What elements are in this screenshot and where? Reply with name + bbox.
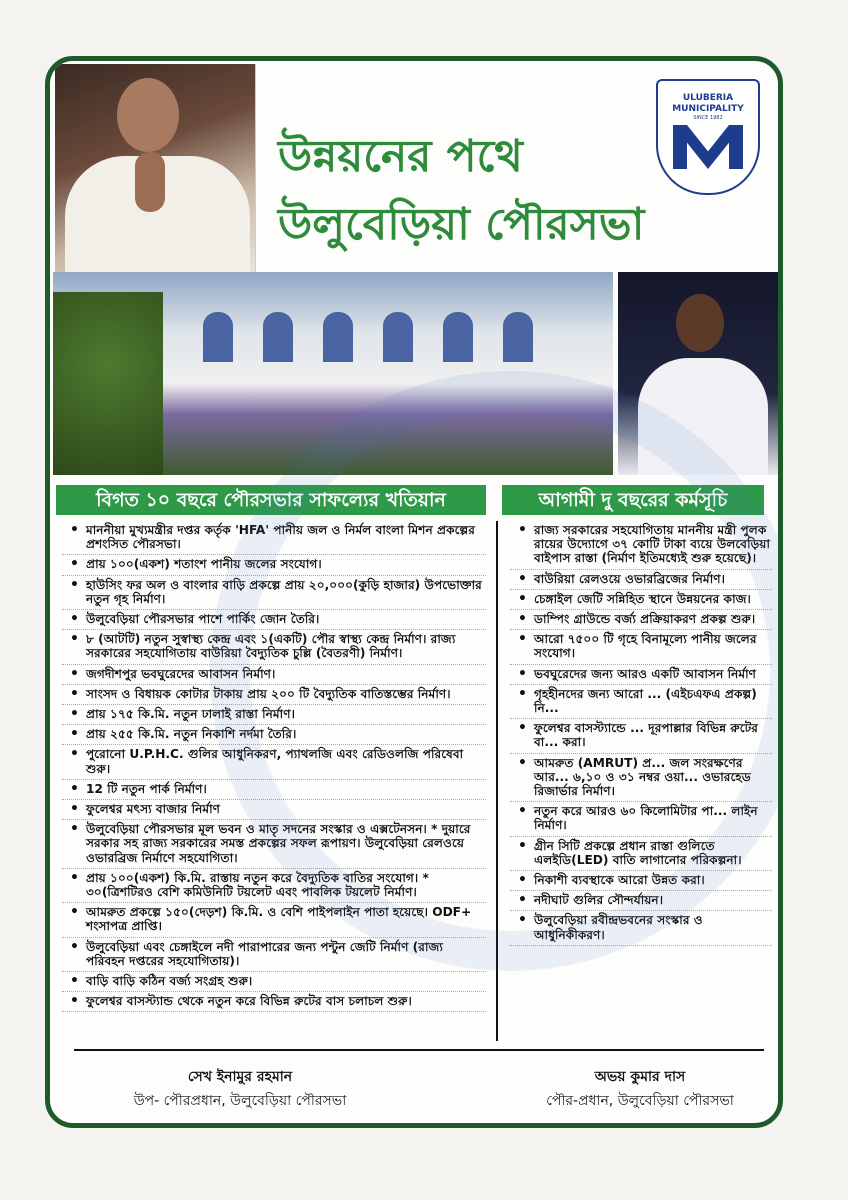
list-item: • আমরুত প্রকল্পে ১৫০(দেড়শ) কি.মি. ও বেশি পাইপলাইন পাতা হয়েছে। ODF+ শংসাপত্র প্রাপ্তি। <box>62 905 486 937</box>
municipality-building-photo <box>53 272 613 475</box>
list-item: • গৃহহীনদের জন্য আরো ... (এইচএফএ প্রকল্প) নি... <box>510 687 772 719</box>
list-item: • বাড়ি বাড়ি কঠিন বর্জ্য সংগ্রহ শুরু। <box>62 974 486 992</box>
list-item: • ডাম্পিং গ্রাউন্ডে বর্জ্য প্রক্রিয়াকরণ প্রকল্প শুরু। <box>510 612 772 630</box>
list-item: • ফুলেশ্বর মৎস্য বাজার নির্মাণ <box>62 802 486 820</box>
list-item: • পুরোনো U.P.H.C. গুলির আধুনিকরণ, প্যাথলজি এবং রেডিওলজি পরিষেবা শুরু। <box>62 747 486 779</box>
column-divider <box>496 521 498 1041</box>
list-item: • 12 টি নতুন পার্ক নির্মাণ। <box>62 782 486 800</box>
logo-mark-icon <box>673 125 743 169</box>
list-item: • প্রায় ১৭৫ কি.মি. নতুন ঢালাই রাস্তা নির্মাণ। <box>62 707 486 725</box>
list-item: • চেঙ্গাইল জেটি সন্নিহিত স্থানে উন্নয়নের কাজ। <box>510 592 772 610</box>
list-item: • প্রায় ২৫৫ কি.মি. নতুন নিকাশি নর্দমা তৈরি। <box>62 727 486 745</box>
logo-since: SINCE 1982 <box>693 115 723 121</box>
list-item: • বাউরিয়া রেলওয়ে ওভারব্রিজের নির্মাণ। <box>510 572 772 590</box>
achievements-heading: বিগত ১০ বছরে পৌরসভার সাফল্যের খতিয়ান <box>56 485 486 515</box>
list-item: • গ্রীন সিটি প্রকল্পে প্রধান রাস্তা গুলিতে এলইডি(LED) বাতি লাগানোর পরিকল্পনা। <box>510 839 772 871</box>
achievements-list <box>62 523 486 1014</box>
list-item: • নতুন করে আরও ৬০ কিলোমিটার পা... লাইন নির্মাণ। <box>510 804 772 836</box>
upcoming-list <box>510 523 772 948</box>
list-item: • প্রায় ১০০(একশ) শতাংশ পানীয় জলের সংযোগ। <box>62 557 486 575</box>
poster-title <box>278 123 678 259</box>
list-item: • জগদীশপুর ভবঘুরেদের আবাসন নির্মাণ। <box>62 667 486 685</box>
signature-title: উপ- পৌরপ্রধান, উলুবেড়িয়া পৌরসভা <box>133 1093 347 1109</box>
chief-minister-photo <box>55 64 256 272</box>
list-item: • উলুবেড়িয়া এবং চেঙ্গাইলে নদী পারাপারের জন্য পন্টুন জেটি নির্মাণ (রাজ্য পরিবহন দপ্তরের সহযোগিতায়)। <box>62 940 486 972</box>
list-item: • সাংসদ ও বিধায়ক কোটার টাকায় প্রায় ২০০ টি বৈদ্যুতিক বাতিস্তম্ভের নির্মাণ। <box>62 687 486 705</box>
list-item: • মাননীয়া মুখ্যমন্ত্রীর দপ্তর কর্তৃক 'HFA' পানীয় জল ও নির্মল বাংলা মিশন প্রকল্পের প্রশংসিত পৌরসভা। <box>62 523 486 555</box>
list-item: • উলুবেড়িয়া পৌরসভার মূল ভবন ও মাতৃ সদনের সংস্কার ও এক্সটেনসন। * দুয়ারে সরকার সহ রাজ্য সরকারের সমস্ত প্রকল্পের সফল রূপায়ণ। উলুবেড়িয়া রেলওয়ে ওভারব্রিজ নির্মাণে সহযোগিতা। <box>62 822 486 869</box>
title-line-2: উলুবেড়িয়া পৌরসভা <box>278 199 645 250</box>
list-item: • উলুবেড়িয়া পৌরসভার পাশে পার্কিং জোন তৈরি। <box>62 612 486 630</box>
list-item: • হাউসিং ফর অল ও বাংলার বাড়ি প্রকল্পে প্রায় ২০,০০০(কুড়ি হাজার) উপভোক্তার নতুন গৃহ নির্মাণ। <box>62 578 486 610</box>
list-item: • ৮ (আটটি) নতুন সুস্বাস্থ্য কেন্দ্র এবং ১(একটি) পৌর স্বাস্থ্য কেন্দ্র নির্মাণ। রাজ্য সরকারের সহযোগিতায় বাউরিয়া বৈদ্যুতিক চুল্লি (বৈতরণী) নির্মাণ। <box>62 632 486 664</box>
signature-title: পৌর-প্রধান, উলুবেড়িয়া পৌরসভা <box>546 1093 734 1109</box>
list-item: • রাজ্য সরকারের সহযোগিতায় মাননীয় মন্ত্রী পুলক রায়ের উদ্যোগে ৩৭ কোটি টাকা ব্যয়ে উলবেড়িয়া বাইপাস রাস্তা (নির্মাণ ইতিমধ্যেই শুরু হয়েছে)। <box>510 523 772 570</box>
list-item: • আমরুত (AMRUT) প্র... জল সংরক্ষণের আর... ৬,১০ ও ৩১ নম্বর ওয়া... ওভারহেড রিজার্ভার নির্মাণ। <box>510 756 772 803</box>
list-item: • প্রায় ১০০(একশ) কি.মি. রাস্তায় নতুন করে বৈদ্যুতিক বাতির সংযোগ। * ৩০(ত্রিশটিরও বেশি কমিউনিটি টয়লেট এবং পাবলিক টয়লেট নির্মাণ। <box>62 871 486 903</box>
poster-frame <box>45 56 783 1128</box>
list-item: • নিকাশী ব্যবস্থাকে আরো উন্নত করা। <box>510 873 772 891</box>
signature-name: সেখ ইনামুর রহমান <box>187 1069 293 1085</box>
list-item: • ফুলেশ্বর বাসস্ট্যান্ড থেকে নতুন করে বিভিন্ন রুটের বাস চলাচল শুরু। <box>62 994 486 1012</box>
chairman-photo <box>618 272 778 475</box>
municipality-logo <box>656 79 760 195</box>
list-item: • নদীঘাট গুলির সৌন্দর্যায়ন। <box>510 893 772 911</box>
footer-divider <box>74 1049 764 1051</box>
signature-deputy <box>90 1065 390 1113</box>
title-line-1: উন্নয়নের পথে <box>278 131 523 182</box>
logo-name: ULUBERIA MUNICIPALITY <box>672 93 744 114</box>
signature-chairman <box>510 1065 770 1113</box>
list-item: • আরো ৭৫০০ টি গৃহে বিনামূল্যে পানীয় জলের সংযোগ। <box>510 632 772 664</box>
list-item: • ফুলেশ্বর বাসস্ট্যান্ডে ... দূরপাল্লার বিভিন্ন রুটের বা... করা। <box>510 721 772 753</box>
signature-name: অভয় কুমার দাস <box>594 1069 686 1085</box>
upcoming-heading: আগামী দু বছরের কর্মসূচি <box>502 485 764 515</box>
list-item: • উলুবেড়িয়া রবীন্দ্রভবনের সংস্কার ও আধুনিকীকরণ। <box>510 913 772 945</box>
list-item: • ভবঘুরেদের জন্য আরও একটি আবাসন নির্মাণ <box>510 667 772 685</box>
